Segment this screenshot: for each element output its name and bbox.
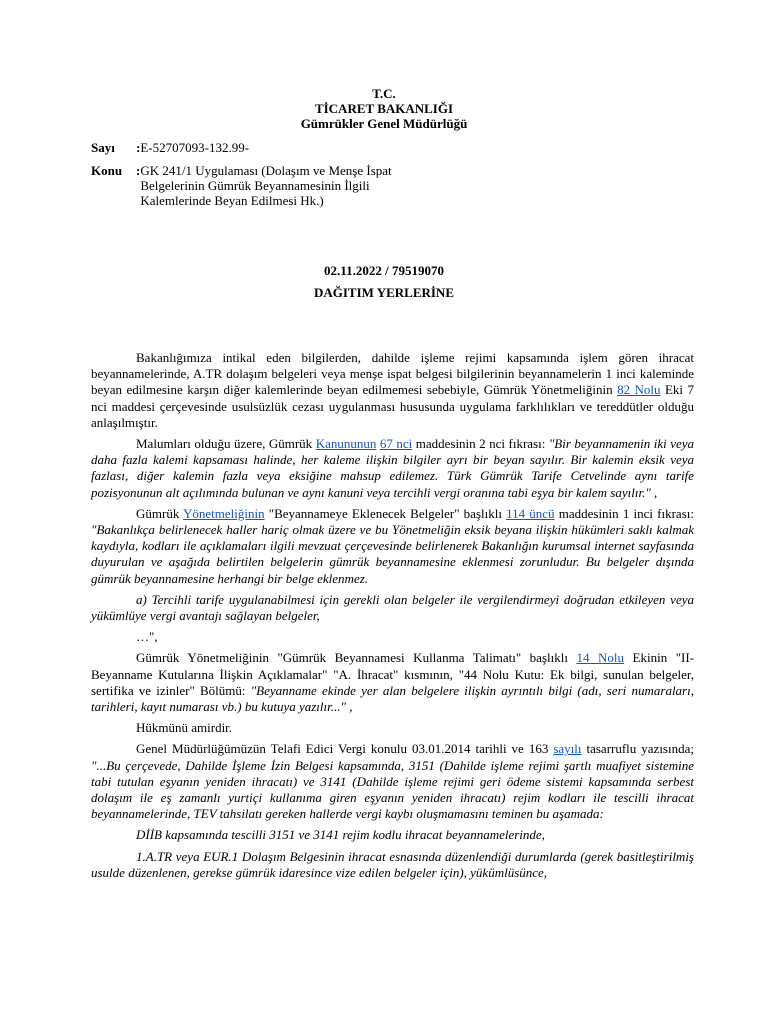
p8-text-a: Genel Müdürlüğümüzün Telafi Edici Vergi konulu 03.01.2014 tarihli ve 163 xyxy=(136,741,554,757)
paragraph-2 xyxy=(91,436,694,501)
sayi-label: Sayı xyxy=(91,140,115,155)
date-number: 02.11.2022 / 79519070 xyxy=(324,263,444,278)
link-67-nci[interactable]: 67 nci xyxy=(379,436,413,452)
link-kanununun[interactable]: Kanununun xyxy=(315,436,377,452)
letter-body xyxy=(91,350,694,886)
sayi-value: E-52707093-132.99- xyxy=(140,140,250,155)
letterhead xyxy=(0,86,768,131)
paragraph-9: DİİB kapsamında tescilli 3151 ve 3141 rejim kodlu ihracat beyannamelerinde, xyxy=(136,827,545,843)
p2-text-a: Malumları olduğu üzere, Gümrük xyxy=(136,436,316,452)
link-14-nolu[interactable]: 14 Nolu xyxy=(576,650,625,666)
p3-text-b: "Beyannameye Eklenecek Belgeler" başlıklı xyxy=(264,505,507,521)
sayi-row xyxy=(91,140,440,155)
p8-text-b: tasarruflu yazısında; xyxy=(581,741,694,757)
konu-row xyxy=(91,163,425,208)
p3-text-a: Gümrük xyxy=(136,505,184,521)
paragraph-8 xyxy=(91,741,694,822)
p8-quote: "...Bu çerçevede, Dahilde İşleme İzin Belgesi kapsamında, 3151 (Dahilde işleme rejimi şartlı muafiyet sistemine tabi tutulan eşyanın yeniden ihracatı) ve 3141 (Dahilde işleme rejimi geri ödeme sistemi kapsamında serbest dolaşım ile eş zamanlı yurtiçi kullanıma giren eşyanın yeniden ihracatı) rejim kodları ile tescilli ihracat beyannamelerinde, TEV tahsilatı gereken hallerde vergi kaybı oluşmamasını teminen bu aşamada: xyxy=(91,757,694,822)
recipient-heading: DAĞITIM YERLERİNE xyxy=(313,285,454,300)
letterhead-directorate: Gümrükler Genel Müdürlüğü xyxy=(300,116,468,131)
link-82-nolu[interactable]: 82 Nolu xyxy=(617,382,661,398)
letterhead-country: T.C. xyxy=(372,86,396,101)
p3-quote: "Bakanlıkça belirlenecek haller hariç olmak üzere ve bu Yönetmeliğin eksik beyana ilişkin hükümleri saklı kalmak kaydıyla, kodları ile açıklamaları ilgili mevzuat çerçevesinde belirlenerek Bakanlığın kurumsal internet sayfasında duyurulan ve aşağıda belirtilen belgelerin gümrük beyannamesine eklenmesi zorunludur. Bu belgeler dışında gümrük beyannamesine herhangi bir belge eklenmez. xyxy=(91,522,694,586)
paragraph-7: Hükmünü amirdir. xyxy=(136,720,233,736)
paragraph-3 xyxy=(91,506,694,587)
paragraph-10: 1.A.TR veya EUR.1 Dolaşım Belgesinin ihracat esnasında düzenlendiği durumlarda (gerek basitleştirilmiş usulde düzenlenen, gerekse gümrük idaresince vize edilen belgeler için), yükümlüsünce, xyxy=(91,848,694,880)
konu-colon: : xyxy=(136,163,141,178)
p2-text-b: maddesinin 2 nci fıkrası: xyxy=(412,436,549,452)
p6-text-b: Ekinin "II-Beyanname Kutularına İlişkin Açıklamalar" "A. İhracat" kısmının, "44 Nolu Kutu: Ek bilgi, sunulan belgeler, sertifika ve izinler" Bölümü: xyxy=(91,650,695,698)
konu-value: GK 241/1 Uygulaması (Dolaşım ve Menşe İspat Belgelerinin Gümrük Beyannamesinin İlgili Kalemlerinde Beyan Edilmesi Hk.) xyxy=(140,163,392,208)
sayi-colon: : xyxy=(136,140,141,155)
paragraph-1 xyxy=(91,350,694,431)
p2-quote: "Bir beyannamenin iki veya daha fazla kalemi kapsaması halinde, her kaleme ilişkin bilgiler ayrı bir beyan sayılır. Bir kalemin eksik veya fazlası, diğer kalemin fazla veya eksiğine mahsup edilemez. Türk Gümrük Tarife Cetvelinde aynı tarife pozisyonunun alt açılımında bulunan ve aynı kanuni veya tercihli vergi oranına tabi eşya bir kalem sayılır." xyxy=(91,436,695,500)
p2-text-c: , xyxy=(650,484,658,500)
paragraph-4: a) Tercihli tarife uygulanabilmesi için gerekli olan belgeler ile vergilendirmeyi doğrudan etkileyen veya yükümlüye vergi avantajı sağlayan belgeler, xyxy=(91,591,694,624)
p6-text-a: Gümrük Yönetmeliğinin "Gümrük Beyannamesi Kullanma Talimatı" başlıklı xyxy=(136,650,577,666)
paragraph-5: …", xyxy=(136,629,158,645)
konu-label: Konu xyxy=(91,163,123,178)
p3-text-c: maddesinin 1 inci fıkrası: xyxy=(554,505,694,521)
p1-text-b: Eki 7 nci maddesi çerçevesinde usulsüzlük cezası uygulanması hususunda uygulama farklılıkları ve tereddütler olduğu anlaşılmıştır. xyxy=(91,382,695,430)
p6-text-c: , xyxy=(345,699,353,715)
p1-text-a: Bakanlığımıza intikal eden bilgilerden, dahilde işleme rejimi kapsamında işlem gören ihracat beyannamelerinde, A.TR dolaşım belgeleri veya menşe ispat belgesi bilgilerinin beyannamelerin 1 inci kaleminde beyan edilmesine karşın diğer kalemlerinde beyan edilmemesi sebebiyle, Gümrük Yönetmeliğinin xyxy=(91,350,694,398)
link-114-uncu[interactable]: 114 üncü xyxy=(506,505,555,521)
letterhead-ministry: TİCARET BAKANLIĞI xyxy=(314,101,454,116)
p6-quote: "Beyanname ekinde yer alan belgelere ilişkin ayrıntılı bilgi (adı, seri numaraları, tarihleri, kayıt numarası vb.) bu kutuya yazılır..." xyxy=(91,682,694,715)
paragraph-6 xyxy=(91,650,694,715)
link-sayili[interactable]: sayılı xyxy=(553,741,582,757)
link-yonetmeliginin[interactable]: Yönetmeliğinin xyxy=(183,505,265,521)
